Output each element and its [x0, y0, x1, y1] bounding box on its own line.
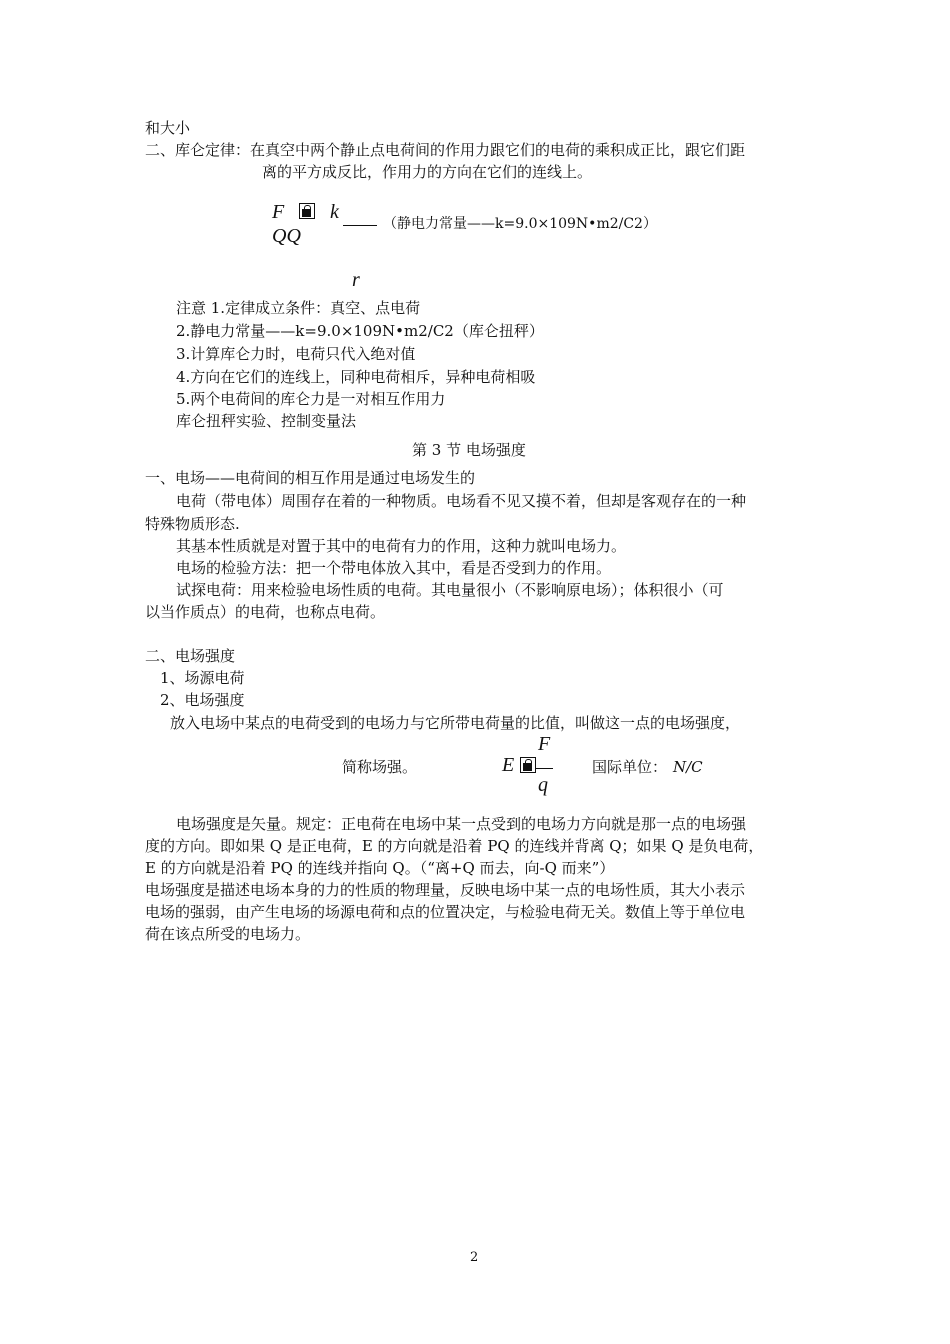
paragraph-line: 特殊物质形态. [145, 515, 240, 533]
unit-label: 国际单位： [592, 758, 668, 776]
paragraph-line: 电场的强弱，由产生电场的场源电荷和点的位置决定，与检验电荷无关。数值上等于单位电 [145, 903, 746, 921]
section-heading: 二、电场强度 [145, 647, 236, 665]
fraction-bar [343, 225, 377, 226]
equals-symbol-icon [299, 203, 315, 219]
note-line: 注意 1.定律成立条件：真空、点电荷 [176, 299, 421, 317]
paragraph-line: 电荷（带电体）周围存在着的一种物质。电场看不见又摸不着，但却是客观存在的一种 [176, 492, 747, 510]
paragraph-line: 电场强度是描述电场本身的力的性质的物理量，反映电场中某一点的电场性质，其大小表示 [145, 881, 746, 899]
section-heading: 一、电场——电荷间的相互作用是通过电场发生的 [145, 469, 476, 487]
paragraph-line: 度的方向。即如果 Q 是正电荷，E 的方向就是沿着 PQ 的连线并背离 Q；如果 Q 是负电荷， [145, 837, 764, 855]
paragraph-line: 放入电场中某点的电荷受到的电场力与它所带电荷量的比值，叫做这一点的电场强度， [170, 714, 741, 732]
subsection-heading: 2、电场强度 [160, 691, 245, 709]
formula-numerator-F: F [538, 733, 551, 755]
paragraph-line: 电场的检验方法：把一个带电体放入其中，看是否受到力的作用。 [176, 559, 612, 577]
formula-numerator-QQ: QQ [272, 225, 301, 247]
coulomb-law-heading: 二、库仑定律：在真空中两个静止点电荷间的作用力跟它们的电荷的乘积成正比，跟它们距 [145, 141, 746, 159]
paragraph-line: 简称场强。 [342, 758, 418, 776]
paragraph-line: 电场强度是矢量。规定：正电荷在电场中某一点受到的电场力方向就是那一点的电场强 [176, 815, 747, 833]
constant-note: （静电力常量——k=9.0×109N•m2/C2） [383, 216, 657, 232]
formula-lhs-E: E [502, 754, 515, 776]
note-line: 5.两个电荷间的库仑力是一对相互作用力 [176, 390, 446, 408]
paragraph-line: 试探电荷：用来检验电场性质的电荷。其电量很小（不影响原电场）；体积很小（可 [176, 581, 724, 599]
formula-denominator-q: q [538, 774, 548, 796]
note-line: 库仑扭秤实验、控制变量法 [176, 412, 357, 430]
page-number: 2 [470, 1250, 479, 1265]
paragraph-line: 以当作质点）的电荷，也称点电荷。 [145, 603, 386, 621]
fraction-bar [535, 768, 553, 769]
text-line: 和大小 [145, 119, 191, 137]
paragraph-line: 荷在该点所受的电场力。 [145, 925, 311, 943]
subsection-heading: 1、场源电荷 [160, 669, 245, 687]
formula-k: k [330, 201, 339, 223]
paragraph-line: E 的方向就是沿着 PQ 的连线并指向 Q。（“离+Q 而去，向-Q 而来”） [145, 859, 615, 877]
formula-denominator-r: r [352, 269, 360, 291]
formula-lhs-F: F [272, 201, 285, 223]
section-title: 第 3 节 电场强度 [412, 441, 526, 459]
note-line: 4.方向在它们的连线上，同种电荷相斥，异种电荷相吸 [176, 368, 536, 386]
equals-symbol-icon [520, 757, 536, 773]
unit-value: N/C [673, 758, 703, 776]
paragraph-line: 其基本性质就是对置于其中的电荷有力的作用，这种力就叫电场力。 [176, 537, 627, 555]
text-line: 离的平方成反比，作用力的方向在它们的连线上。 [262, 163, 593, 181]
note-line: 3.计算库仑力时，电荷只代入绝对值 [176, 345, 416, 363]
note-line: 2.静电力常量——k=9.0×109N•m2/C2（库仑扭秤） [176, 322, 544, 340]
